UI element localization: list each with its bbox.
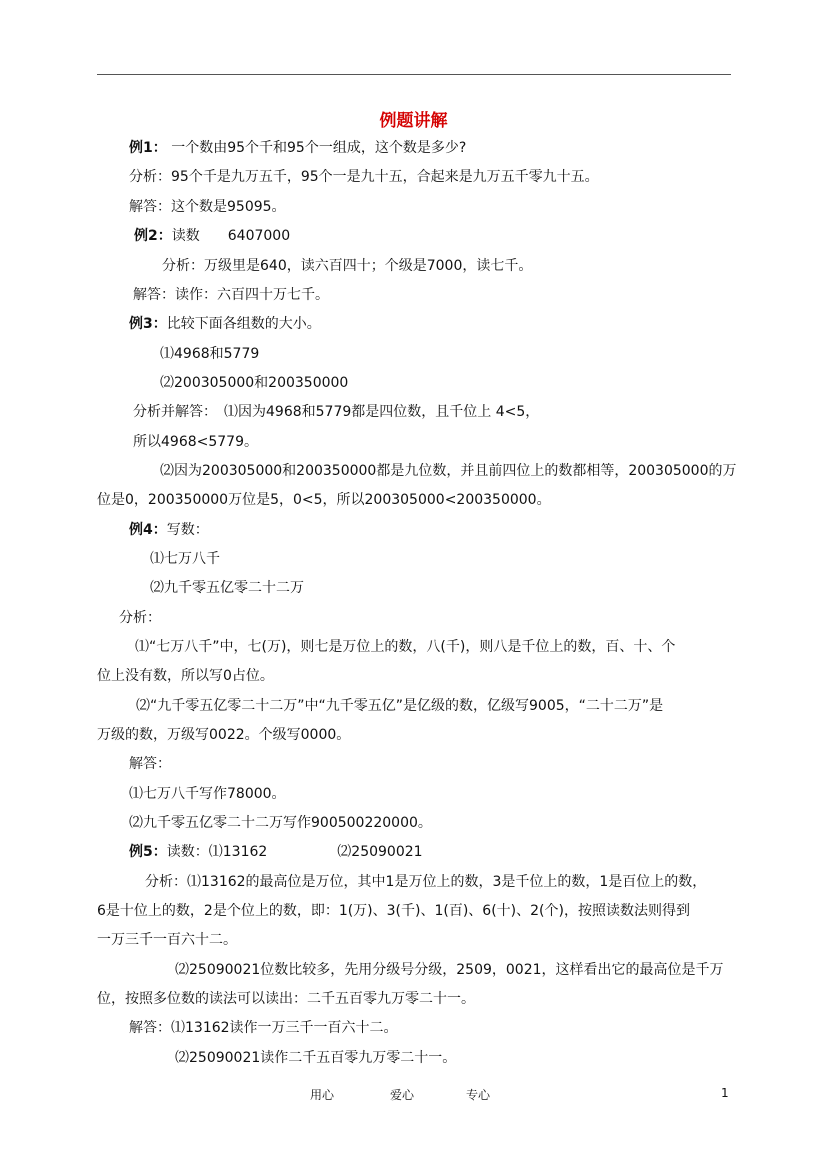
- footer-item-2: 爱心: [390, 1088, 415, 1102]
- line-14: 例4：写数：: [129, 522, 209, 538]
- line-29: ⑵25090021位数比较多，先用分级号分级，2509，0021，这样看出它的最高位是千万: [175, 962, 724, 978]
- line-6: 解答：读作：六百四十万七千。: [133, 287, 329, 303]
- line-27: 6是十位上的数，2是个位上的数，即：1(万)、3(千)、1(百)、6(十)、2(个)，按照读数法则得到: [97, 903, 690, 919]
- line-7: 例3：比较下面各组数的大小。: [129, 316, 321, 332]
- line-19: 位上没有数，所以写0占位。: [97, 668, 274, 684]
- line-13: 位是0，200350000万位是5，0<5，所以200305000<200350000。: [97, 492, 551, 508]
- line-18: ⑴“七万八千”中，七(万)，则七是万位上的数，八(千)，则八是千位上的数，百、十、个: [135, 639, 676, 655]
- line-32: ⑵25090021读作二千五百零九万零二十一。: [175, 1050, 457, 1066]
- page-number: 1: [721, 1086, 729, 1100]
- line-17: 分析：: [119, 610, 161, 626]
- line-23: ⑴七万八千写作78000。: [129, 786, 286, 802]
- line-11: 所以4968<5779。: [133, 434, 258, 450]
- line-26: 分析：⑴13162的最高位是万位，其中1是万位上的数，3是千位上的数，1是百位上的数，: [145, 874, 707, 890]
- line-31: 解答：⑴13162读作一万三千一百六十二。: [129, 1020, 398, 1036]
- line-10: 分析并解答： ⑴因为4968和5779都是四位数，且千位上 4<5，: [133, 404, 540, 420]
- line-15: ⑴七万八千: [150, 551, 220, 567]
- line-4: 例2：读数 6407000: [134, 228, 291, 244]
- line-1: 例1： 一个数由95个千和95个一组成，这个数是多少?: [129, 140, 467, 156]
- line-5: 分析：万级里是640，读六百四十；个级是7000，读七千。: [162, 258, 533, 274]
- line-22: 解答：: [129, 756, 171, 772]
- line-28: 一万三千一百六十二。: [97, 932, 237, 948]
- line-3: 解答：这个数是95095。: [129, 199, 286, 215]
- line-2: 分析：95个千是九万五千，95个一是九十五，合起来是九万五千零九十五。: [129, 169, 599, 185]
- footer-item-1: 用心: [310, 1088, 335, 1102]
- footer-item-3: 专心: [466, 1088, 491, 1102]
- line-25: 例5：读数：⑴13162 ⑵25090021: [129, 844, 423, 860]
- line-8: ⑴4968和5779: [160, 346, 260, 362]
- line-24: ⑵九千零五亿零二十二万写作900500220000。: [129, 815, 432, 831]
- header-rule: [97, 74, 731, 75]
- line-30: 位，按照多位数的读法可以读出：二千五百零九万零二十一。: [97, 991, 475, 1007]
- line-16: ⑵九千零五亿零二十二万: [150, 580, 304, 596]
- line-21: 万级的数，万级写0022。个级写0000。: [97, 727, 351, 743]
- line-12: ⑵因为200305000和200350000都是九位数，并且前四位上的数都相等，200305000的万: [160, 463, 737, 479]
- page-title: 例题讲解: [379, 111, 448, 131]
- line-9: ⑵200305000和200350000: [160, 375, 349, 391]
- line-20: ⑵“九千零五亿零二十二万”中“九千零五亿”是亿级的数，亿级写9005，“二十二万”是: [136, 698, 664, 714]
